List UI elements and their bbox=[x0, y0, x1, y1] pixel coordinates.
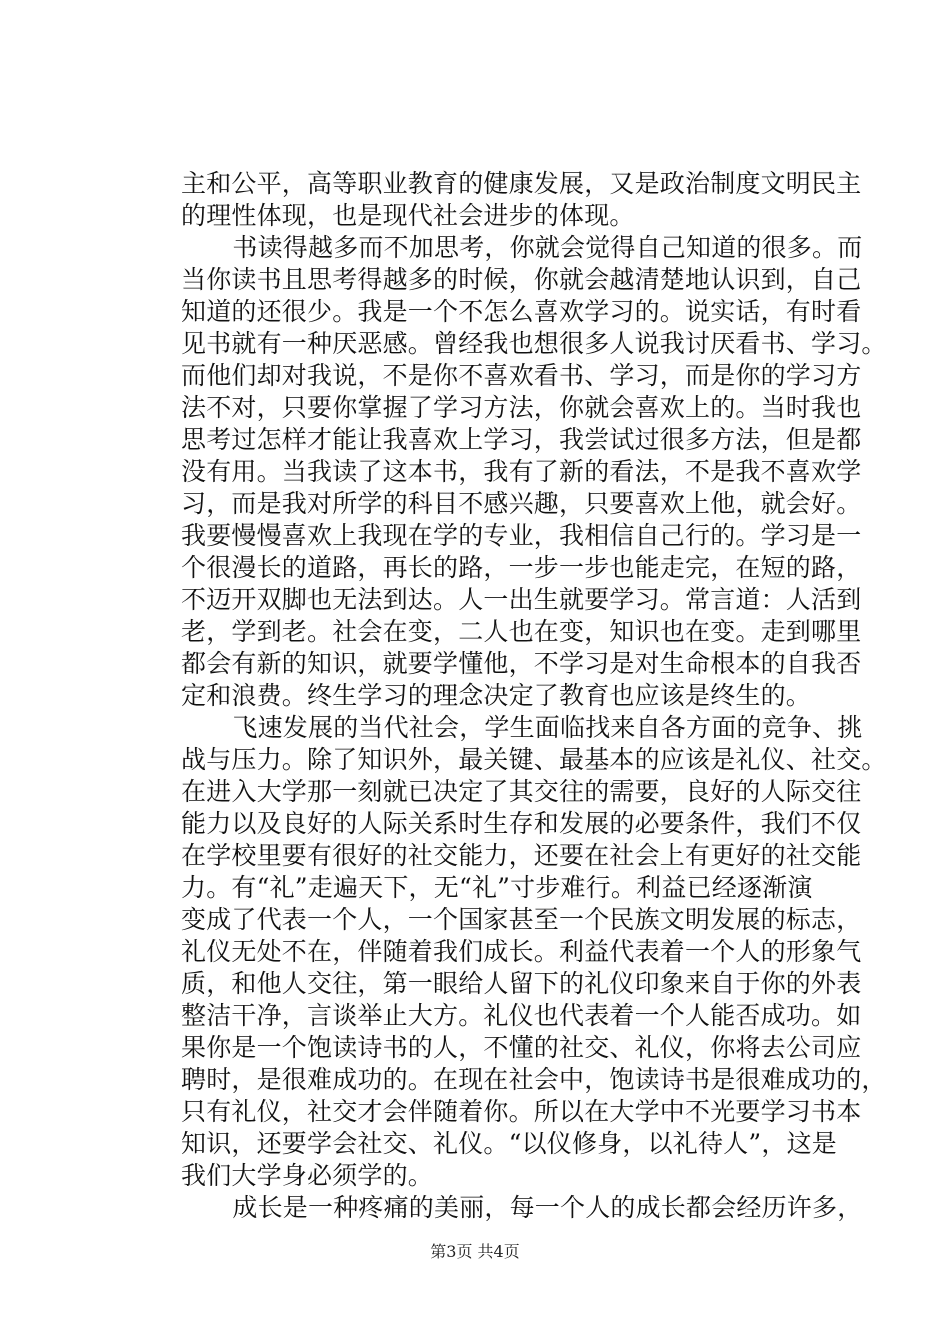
text-line: 书读得越多而不加思考，你就会觉得自己知道的很多。而 bbox=[182, 233, 863, 262]
text-line: 不迈开双脚也无法到达。人一出生就要学习。常言道：人活到 bbox=[181, 585, 862, 614]
text-line: 能力以及良好的人际关系时生存和发展的必要条件，我们不仅 bbox=[181, 809, 862, 838]
text-line: 变成了代表一个人，一个国家甚至一个民族文明发展的标志， bbox=[181, 905, 862, 934]
text-line: 只有礼仪，社交才会伴随着你。所以在大学中不光要学习书本 bbox=[181, 1097, 862, 1126]
text-line: 礼仪无处不在，伴随着我们成长。利益代表着一个人的形象气 bbox=[181, 937, 862, 966]
text-line: 果你是一个饱读诗书的人，不懂的社交、礼仪，你将去公司应 bbox=[181, 1033, 862, 1062]
text-line: 知道的还很少。我是一个不怎么喜欢学习的。说实话，有时看 bbox=[181, 297, 862, 326]
text-line: 我要慢慢喜欢上我现在学的专业，我相信自己行的。学习是一 bbox=[181, 521, 862, 550]
text-line: 当你读书且思考得越多的时候，你就会越清楚地认识到，自己 bbox=[181, 265, 862, 294]
text-line: 质，和他人交往，第一眼给人留下的礼仪印象来自于你的外表 bbox=[181, 969, 862, 998]
text-line: 没有用。当我读了这本书，我有了新的看法，不是我不喜欢学 bbox=[181, 457, 862, 486]
text-line: 力。有“礼”走遍天下，无“礼”寸步难行。利益已经逐渐演 bbox=[181, 873, 813, 902]
text-line: 的理性体现，也是现代社会进步的体现。 bbox=[181, 201, 635, 230]
text-line: 聘时，是很难成功的。在现在社会中，饱读诗书是很难成功的， bbox=[181, 1065, 887, 1094]
text-line: 老，学到老。社会在变，二人也在变，知识也在变。走到哪里 bbox=[181, 617, 862, 646]
text-line: 成长是一种疼痛的美丽，每一个人的成长都会经历许多， bbox=[182, 1193, 863, 1222]
text-line: 而他们却对我说，不是你不喜欢看书、学习，而是你的学习方 bbox=[181, 361, 862, 390]
text-line: 习，而是我对所学的科目不感兴趣，只要喜欢上他，就会好。 bbox=[181, 489, 862, 518]
text-line: 战与压力。除了知识外，最关键、最基本的应该是礼仪、社交。 bbox=[181, 745, 887, 774]
text-line: 飞速发展的当代社会，学生面临找来自各方面的竞争、挑 bbox=[182, 713, 863, 742]
page-number-footer: 第3页 共4页 bbox=[430, 1242, 520, 1261]
text-line: 定和浪费。终生学习的理念决定了教育也应该是终生的。 bbox=[181, 681, 812, 710]
text-line: 我们大学身必须学的。 bbox=[181, 1161, 434, 1190]
text-line: 在学校里要有很好的社交能力，还要在社会上有更好的社交能 bbox=[181, 841, 862, 870]
text-line: 都会有新的知识，就要学懂他，不学习是对生命根本的自我否 bbox=[181, 649, 862, 678]
document-body bbox=[181, 168, 887, 1224]
text-line: 主和公平，高等职业教育的健康发展，又是政治制度文明民主 bbox=[181, 169, 862, 198]
text-line: 思考过怎样才能让我喜欢上学习，我尝试过很多方法，但是都 bbox=[181, 425, 862, 454]
text-line: 见书就有一种厌恶感。曾经我也想很多人说我讨厌看书、学习。 bbox=[181, 329, 887, 358]
text-line: 知识，还要学会社交、礼仪。“以仪修身，以礼待人”，这是 bbox=[181, 1129, 837, 1158]
text-line: 整洁干净，言谈举止大方。礼仪也代表着一个人能否成功。如 bbox=[181, 1001, 862, 1030]
text-line: 在进入大学那一刻就已决定了其交往的需要，良好的人际交往 bbox=[181, 777, 862, 806]
text-line: 个很漫长的道路，再长的路，一步一步也能走完，在短的路， bbox=[181, 553, 862, 582]
text-line: 法不对，只要你掌握了学习方法，你就会喜欢上的。当时我也 bbox=[181, 393, 862, 422]
